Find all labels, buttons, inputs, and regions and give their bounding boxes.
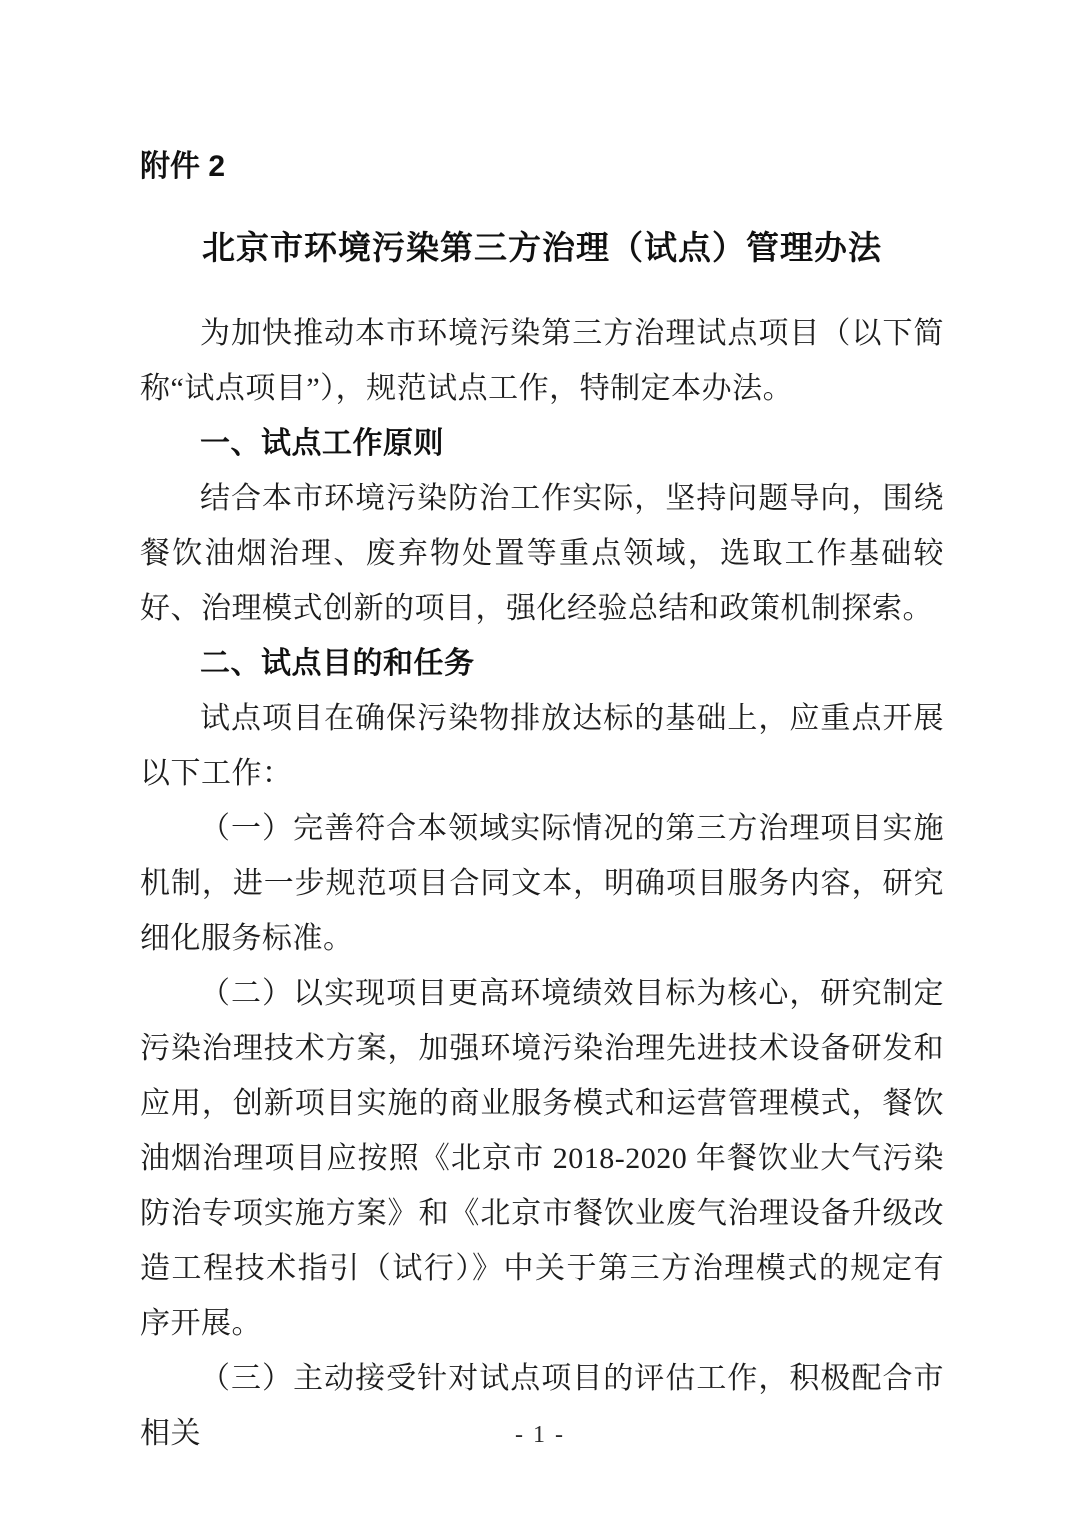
document-body [140,306,944,1461]
document-title: 北京市环境污染第三方治理（试点）管理办法 [202,229,882,266]
attachment-label: 附件 2 [140,150,226,183]
paragraph-item-2: （二）以实现项目更高环境绩效目标为核心，研究制定污染治理技术方案，加强环境污染治理先进技术设备研发和应用，创新项目实施的商业服务模式和运营管理模式，餐饮油烟治理项目应按照《北京市 2018-2020 年餐饮业大气污染防治专项实施方案》和《北京市餐饮业废气治理设备升级改造工程技术指引（试行）》中关于第三方治理模式的规定有序开展。 [140,977,944,1340]
page-number: - 1 - [515,1422,565,1448]
paragraph-item-1: （一）完善符合本领域实际情况的第三方治理项目实施机制，进一步规范项目合同文本，明确项目服务内容，研究细化服务标准。 [140,812,944,955]
paragraph-item-3: （三）主动接受针对试点项目的评估工作，积极配合市相关 [140,1362,944,1450]
section-heading-1: 一、试点工作原则 [200,427,444,460]
section-heading-2: 二、试点目的和任务 [200,647,475,680]
paragraph-section2-lead: 试点项目在确保污染物排放达标的基础上，应重点开展以下工作： [140,702,944,790]
paragraph-section1-body: 结合本市环境污染防治工作实际，坚持问题导向，围绕餐饮油烟治理、废弃物处置等重点领域，选取工作基础较好、治理模式创新的项目，强化经验总结和政策机制探索。 [140,482,944,625]
paragraph-intro: 为加快推动本市环境污染第三方治理试点项目（以下简称“试点项目”），规范试点工作，特制定本办法。 [140,317,944,405]
